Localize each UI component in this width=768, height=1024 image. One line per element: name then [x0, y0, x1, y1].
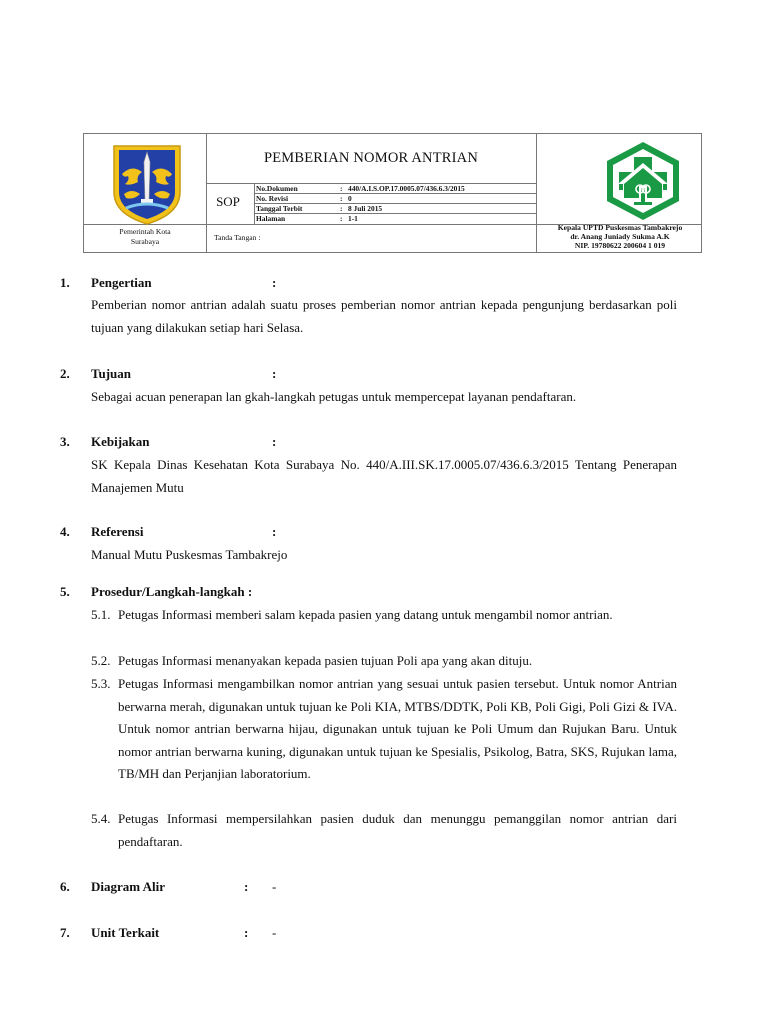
- step-text: Petugas Informasi menanyakan kepada pasien tujuan Poli apa yang akan dituju.: [118, 653, 533, 668]
- section-text-referensi: Manual Mutu Puskesmas Tambakrejo: [91, 547, 288, 562]
- section-title-kebijakan: Kebijakan: [91, 434, 150, 449]
- sop-label: SOP: [216, 194, 240, 209]
- section-colon: :: [272, 434, 277, 449]
- meta-row-no-revisi: [256, 194, 352, 203]
- section-title-pengertian: Pengertian: [91, 275, 152, 290]
- procedure-step: [91, 604, 677, 627]
- step-number: 5.2.: [91, 653, 111, 668]
- kepala-line: NIP. 19780622 200604 1 019: [574, 241, 666, 251]
- sop-header-table: [83, 133, 702, 253]
- meta-value: 8 Juli 2015: [348, 204, 383, 213]
- pemkot-line: Pemerintah Kota: [119, 227, 171, 236]
- step-text: Petugas Informasi mempersilahkan pasien duduk dan menunggu pemanggilan nomor antrian dari pendaftaran.: [118, 811, 677, 849]
- procedure-step: [91, 808, 677, 853]
- section-title-tujuan: Tujuan: [91, 366, 131, 381]
- meta-row-halaman: [256, 214, 358, 223]
- step-text: Petugas Informasi mengambilkan nomor antrian yang sesuai untuk pasien tersebut. Untuk nomor Antrian berwarna merah, digunakan untuk tujuan ke Poli KIA, MTBS/DDTK, Poli KB, Poli Gigi, Poli Gizi & IVA. Untuk nomor antrian berwarna hijau, digunakan untuk tujuan ke Poli Umum dan Rujukan Baru. Untuk nomor antrian berwarna kuning, digunakan untuk tujuan ke Spesialis, Psikolog, Batra, SKS, Rujukan lama, TB/MH dan Perjanjian laboratorium.: [118, 676, 677, 782]
- section-title-referensi: Referensi: [91, 524, 144, 539]
- procedure-step: [91, 650, 677, 673]
- meta-row-tanggal-terbit: [256, 204, 382, 213]
- section-colon: :: [244, 925, 249, 940]
- step-number: 5.4.: [91, 811, 111, 826]
- meta-value: 1-1: [348, 214, 358, 223]
- tanda-tangan-label: Tanda Tangan :: [214, 233, 261, 242]
- meta-key: Halaman: [256, 214, 286, 223]
- section-colon: :: [272, 524, 277, 539]
- section-number: 7.: [60, 925, 70, 940]
- section-title-diagram-alir: Diagram Alir: [91, 879, 166, 894]
- meta-key: Tanggal Terbit: [256, 204, 303, 213]
- section-value: -: [272, 879, 277, 894]
- puskesmas-logo: [600, 138, 686, 224]
- section-text-pengertian: Pemberian nomor antrian adalah suatu proses pemberian nomor antrian kepada pengunjung berdasarkan poli tujuan yang dilakukan setiap hari Selasa.: [91, 297, 677, 335]
- meta-colon: :: [340, 184, 343, 193]
- section-number: 4.: [60, 524, 70, 539]
- section-text-kebijakan: SK Kepala Dinas Kesehatan Kota Surabaya No. 440/A.III.SK.17.0005.07/436.6.3/2015 Tentang Penerapan Manajemen Mutu: [91, 457, 677, 495]
- meta-row-no-dokumen: [256, 184, 465, 193]
- meta-key: No.Dokumen: [256, 184, 298, 193]
- meta-value: 440/A.I.S.OP.17.0005.07/436.6.3/2015: [348, 184, 465, 193]
- pemerintah-kota-label: [84, 227, 206, 246]
- section-number: 5.: [60, 584, 70, 599]
- section-title-prosedur: Prosedur/Langkah-langkah :: [91, 584, 253, 599]
- kepala-line: dr. Anang Juniady Sukma A.K: [570, 232, 670, 242]
- section-number: 1.: [60, 275, 70, 290]
- step-number: 5.3.: [91, 676, 111, 691]
- meta-colon: :: [340, 194, 343, 203]
- procedure-step: [91, 673, 677, 786]
- surabaya-crest-logo: [108, 142, 186, 226]
- section-number: 3.: [60, 434, 70, 449]
- section-value: -: [272, 925, 277, 940]
- section-text-tujuan: Sebagai acuan penerapan lan gkah-langkah petugas untuk mempercepat layanan pendaftaran.: [91, 389, 577, 404]
- section-title-unit-terkait: Unit Terkait: [91, 925, 160, 940]
- meta-colon: :: [340, 204, 343, 213]
- sop-title: PEMBERIAN NOMOR ANTRIAN: [263, 150, 479, 166]
- step-number: 5.1.: [91, 607, 111, 622]
- meta-colon: :: [340, 214, 343, 223]
- kepala-line: Kepala UPTD Puskesmas Tambakrejo: [557, 223, 683, 232]
- meta-value: 0: [348, 194, 352, 203]
- meta-key: No. Revisi: [256, 194, 289, 203]
- kepala-uptd-block: [537, 223, 703, 251]
- section-number: 2.: [60, 366, 70, 381]
- section-colon: :: [272, 275, 277, 290]
- pemkot-line: Surabaya: [130, 236, 160, 246]
- section-colon: :: [272, 366, 277, 381]
- section-number: 6.: [60, 879, 70, 894]
- step-text: Petugas Informasi memberi salam kepada pasien yang datang untuk mengambil nomor antrian.: [118, 607, 613, 622]
- section-colon: :: [244, 879, 249, 894]
